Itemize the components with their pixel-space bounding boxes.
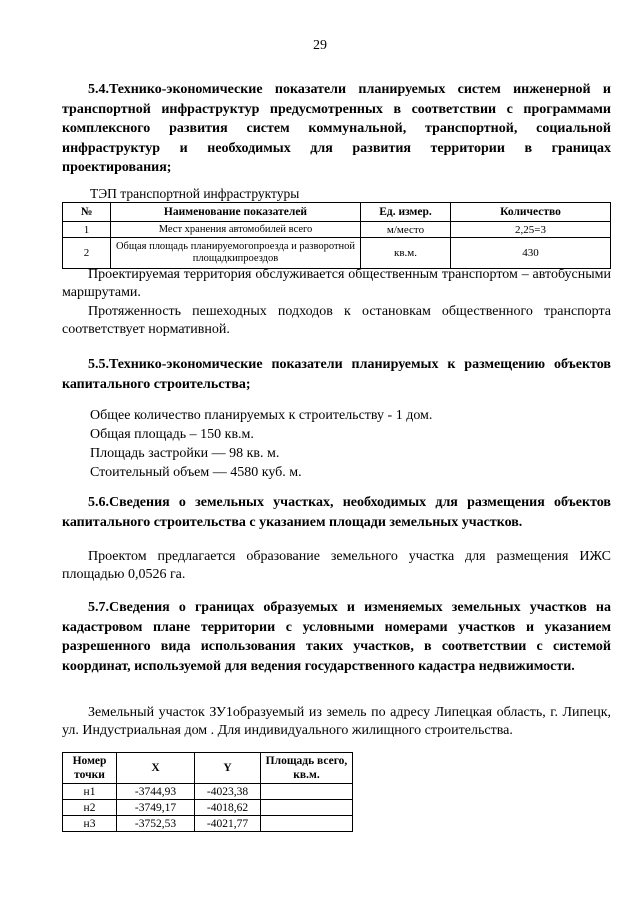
column-header: Наименование показателей — [111, 203, 361, 222]
land-plot-address-paragraph: Земельный участок ЗУ1образуемый из земель по адресу Липецкая область, г. Липецк, ул. Индустриальная дом . Для индивидуального жилищного строительства. — [62, 705, 611, 738]
column-header: Количество — [451, 203, 611, 222]
transport-service-paragraph: Проектируемая территория обслуживается общественным транспортом – автобусными маршрутами. — [62, 267, 611, 300]
section-5-4-heading: 5.4.Технико-экономические показатели планируемых систем инженерной и транспортной инфраструктур предусмотренных в соответствии с программами комплексного развития систем коммунальной, транспортной, социальной инфраструктур и необходимых для развития территории в границах проектирования; — [62, 82, 611, 175]
table-cell: -3752,53 — [117, 816, 195, 832]
table-cell — [261, 800, 353, 816]
column-header: Площадь всего, кв.м. — [261, 753, 353, 784]
table-caption: ТЭП транспортной инфраструктуры — [90, 186, 300, 201]
list-item: Стоительный объем — 4580 куб. м. — [90, 465, 302, 480]
pedestrian-paragraph: Протяженность пешеходных подходов к остановкам общественного транспорта соответствует нормативной. — [62, 304, 611, 337]
column-header: Ед. измер. — [361, 203, 451, 222]
table-cell: -3749,17 — [117, 800, 195, 816]
table-cell: м/место — [361, 222, 451, 238]
table-row — [63, 238, 611, 269]
coordinates-table — [62, 752, 353, 832]
table-cell: Мест хранения автомобилей всего — [111, 222, 361, 238]
land-plot-paragraph: Проектом предлагается образование земельного участка для размещения ИЖС площадью 0,0526 га. — [62, 549, 611, 582]
section-5-7-heading: 5.7.Сведения о границах образуемых и изменяемых земельных участков на кадастровом плане территории с условными номерами участков и указанием разрешенного вида использования таких участков, в соответствии с системой координат, используемой для ведения государственного кадастра недвижимости. — [62, 600, 611, 674]
table-cell: 430 — [451, 238, 611, 269]
table-cell: кв.м. — [361, 238, 451, 269]
list-item: Общее количество планируемых к строительству - 1 дом. — [90, 408, 433, 423]
table-cell: -3744,93 — [117, 784, 195, 800]
table-cell: н2 — [63, 800, 117, 816]
column-header: № — [63, 203, 111, 222]
table-cell: Общая площадь планируемогопроезда и разворотной площадкипроездов — [111, 238, 361, 269]
table-header-row — [63, 203, 611, 222]
list-item: Площадь застройки — 98 кв. м. — [90, 446, 280, 461]
table-cell: 1 — [63, 222, 111, 238]
table-cell: н1 — [63, 784, 117, 800]
table-row — [63, 222, 611, 238]
transport-indicators-table — [62, 202, 611, 269]
list-item: Общая площадь – 150 кв.м. — [90, 427, 254, 442]
table-cell — [261, 816, 353, 832]
column-header: Номер точки — [63, 753, 117, 784]
table-cell: 2 — [63, 238, 111, 269]
section-5-5-heading: 5.5.Технико-экономические показатели планируемых к размещению объектов капитального строительства; — [62, 357, 611, 392]
column-header: X — [117, 753, 195, 784]
table-cell: -4021,77 — [195, 816, 261, 832]
column-header: Y — [195, 753, 261, 784]
section-5-6-heading: 5.6.Сведения о земельных участках, необходимых для размещения объектов капитального строительства с указанием площади земельных участков. — [62, 495, 611, 530]
table-cell — [261, 784, 353, 800]
table-cell: -4018,62 — [195, 800, 261, 816]
table-row — [63, 800, 353, 816]
table-row — [63, 784, 353, 800]
table-cell: -4023,38 — [195, 784, 261, 800]
table-header-row — [63, 753, 353, 784]
table-cell: 2,25=3 — [451, 222, 611, 238]
table-cell: н3 — [63, 816, 117, 832]
table-row — [63, 816, 353, 832]
page-number: 29 — [313, 38, 327, 53]
